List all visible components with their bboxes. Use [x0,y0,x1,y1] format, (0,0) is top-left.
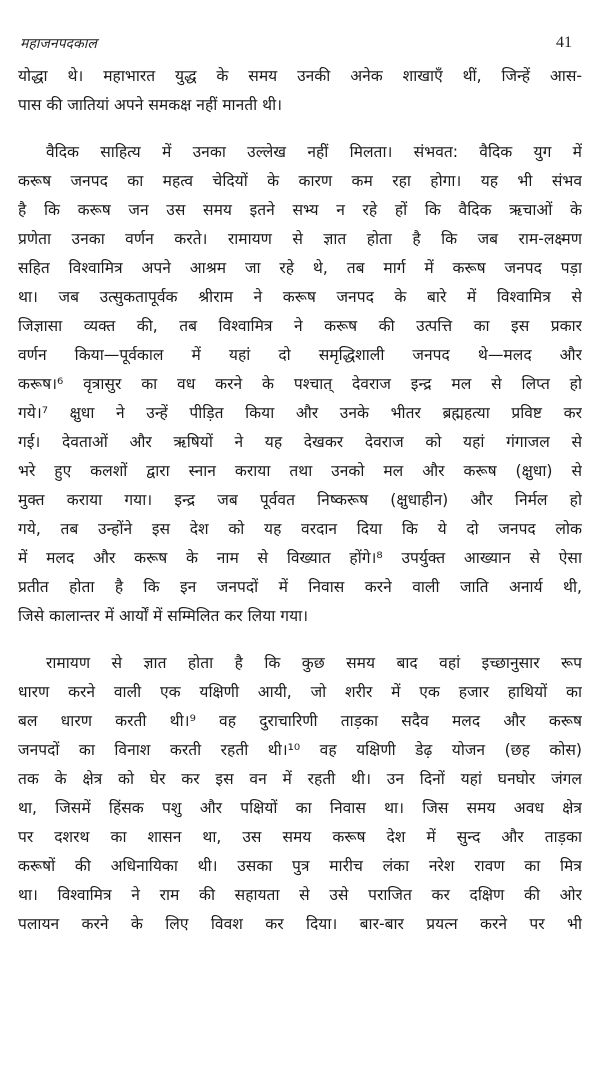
text-line: था। जब उत्सुकतापूर्वक श्रीराम ने करूष जनपद के बारे में विश्वामित्र से [18,288,582,306]
text-line: करूषों की अधिनायिका थी। उसका पुत्र मारीच लंका नरेश रावण का मित्र [18,857,582,875]
paragraph-2 [18,138,582,631]
text-line: वर्णन किया—पूर्वकाल में यहां दो समृद्धिशाली जनपद थे—मलद और [18,346,582,364]
paragraph-1 [18,62,582,120]
page-number: 41 [556,34,572,51]
text-line: जिसे कालान्तर में आर्यों में सम्मिलित कर लिया गया। [18,607,309,625]
text-line: तक के क्षेत्र को घेर कर इस वन में रहती थी। उन दिनों यहां घनघोर जंगल [18,770,582,788]
text-line: पास की जातियां अपने समकक्ष नहीं मानती थी। [18,96,283,114]
text-line: जनपदों का विनाश करती रहती थी।¹⁰ वह यक्षिणी डेढ़ योजन (छह कोस) [18,741,582,759]
body-text [18,62,582,957]
text-line: धारण करने वाली एक यक्षिणी आयी, जो शरीर में एक हजार हाथियों का [18,683,582,701]
text-line: सहित विश्वामित्र अपने आश्रम जा रहे थे, तब मार्ग में करूष जनपद पड़ा [18,259,582,277]
text-line: प्रणेता उनका वर्णन करते। रामायण से ज्ञात होता है कि जब राम-लक्ष्मण [18,230,582,248]
running-title: महाजनपदकाल [20,36,97,52]
text-line: रामायण से ज्ञात होता है कि कुछ समय बाद वहां इच्छानुसार रूप [46,654,582,672]
text-line: मुक्त कराया गया। इन्द्र जब पूर्ववत निष्करूष (क्षुधाहीन) और निर्मल हो [18,491,582,509]
text-line: था, जिसमें हिंसक पशु और पक्षियों का निवास था। जिस समय अवध क्षेत्र [18,799,582,817]
text-line: योद्धा थे। महाभारत युद्ध के समय उनकी अनेक शाखाएँ थीं, जिन्हें आस- [18,67,582,85]
text-line: करूष जनपद का महत्व चेदियों के कारण कम रहा होगा। यह भी संभव [18,172,582,190]
text-line: बल धारण करती थी।⁹ वह दुराचारिणी ताड़का सदैव मलद और करूष [18,712,582,730]
text-line: भरे हुए कलशों द्वारा स्नान कराया तथा उनको मल और करूष (क्षुधा) से [18,462,582,480]
text-line: प्रतीत होता है कि इन जनपदों में निवास करने वाली जाति अनार्य थी, [18,578,582,596]
text-line: पर दशरथ का शासन था, उस समय करूष देश में सुन्द और ताड़का [18,828,582,846]
text-line: था। विश्वामित्र ने राम की सहायता से उसे पराजित कर दक्षिण की ओर [18,886,582,904]
text-line: जिज्ञासा व्यक्त की, तब विश्वामित्र ने करूष की उत्पत्ति का इस प्रकार [18,317,582,335]
paragraph-3 [18,649,582,939]
text-line: गई। देवताओं और ऋषियों ने यह देखकर देवराज को यहां गंगाजल से [18,433,582,451]
text-line: करूष।⁶ वृत्रासुर का वध करने के पश्चात् देवराज इन्द्र मल से लिप्त हो [18,375,582,393]
text-line: वैदिक साहित्य में उनका उल्लेख नहीं मिलता। संभवत: वैदिक युग में [46,143,582,161]
text-line: गये, तब उन्होंने इस देश को यह वरदान दिया कि ये दो जनपद लोक [18,520,582,538]
text-line: पलायन करने के लिए विवश कर दिया। बार-बार प्रयत्न करने पर भी [18,915,582,933]
text-line: गये।⁷ क्षुधा ने उन्हें पीड़ित किया और उनके भीतर ब्रह्महत्या प्रविष्ट कर [18,404,582,422]
text-line: है कि करूष जन उस समय इतने सभ्य न रहे हों कि वैदिक ऋचाओं के [18,201,582,219]
text-line: में मलद और करूष के नाम से विख्यात होंगे।⁸ उपर्युक्त आख्यान से ऐसा [18,549,582,567]
